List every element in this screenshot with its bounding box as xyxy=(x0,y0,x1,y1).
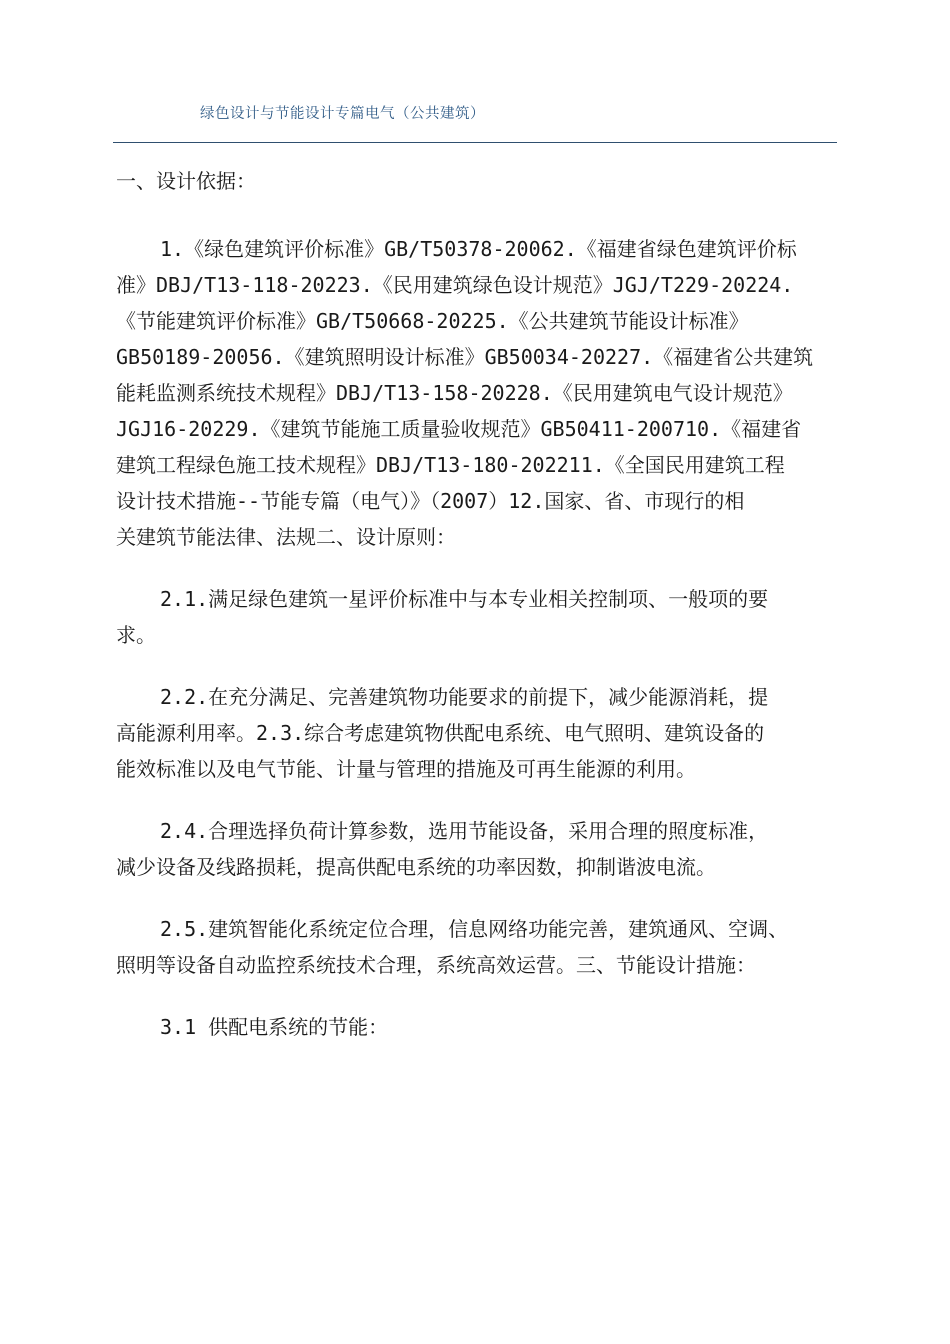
paragraph-line: GB50189-20056.《建筑照明设计标准》GB50034-20227.《福建省公共建筑 xyxy=(116,345,814,369)
header-divider xyxy=(113,142,837,143)
paragraph-line: 1.《绿色建筑评价标准》GB/T50378-20062.《福建省绿色建筑评价标 xyxy=(160,237,797,261)
paragraph-line: 减少设备及线路损耗，提高供配电系统的功率因数，抑制谐波电流。 xyxy=(116,855,716,879)
paragraph-line: 建筑工程绿色施工技术规程》DBJ/T13-180-202211.《全国民用建筑工程 xyxy=(116,453,785,477)
paragraph-line: 2.4.合理选择负荷计算参数，选用节能设备，采用合理的照度标准， xyxy=(160,819,769,843)
paragraph-line: 能效标准以及电气节能、计量与管理的措施及可再生能源的利用。 xyxy=(116,757,696,781)
measure-3-1-paragraph xyxy=(116,1009,836,1045)
paragraph-line: 关建筑节能法律、法规二、设计原则： xyxy=(116,525,456,549)
principle-2-4-paragraph xyxy=(116,813,836,885)
paragraph-line: 准》DBJ/T13-118-20223.《民用建筑绿色设计规范》JGJ/T229-20224. xyxy=(116,273,794,297)
paragraph-line: 高能源利用率。2.3.综合考虑建筑物供配电系统、电气照明、建筑设备的 xyxy=(116,721,765,745)
section-heading-design-basis: 一、设计依据： xyxy=(116,169,256,193)
principle-2-2-paragraph xyxy=(116,679,836,787)
paragraph-line: 设计技术措施--节能专篇（电气）》（2007）12.国家、省、市现行的相 xyxy=(116,489,745,513)
section-subheading-power-supply: 3.1 供配电系统的节能： xyxy=(160,1015,389,1039)
paragraph-line: 2.1.满足绿色建筑一星评价标准中与本专业相关控制项、一般项的要 xyxy=(160,587,769,611)
paragraph-line: 2.2.在充分满足、完善建筑物功能要求的前提下，减少能源消耗，提 xyxy=(160,685,769,709)
paragraph-line: JGJ16-20229.《建筑节能施工质量验收规范》GB50411-200710.《福建省 xyxy=(116,417,802,441)
paragraph-line: 2.5.建筑智能化系统定位合理，信息网络功能完善，建筑通风、空调、 xyxy=(160,917,789,941)
paragraph-line: 求。 xyxy=(116,623,156,647)
paragraph-line: 能耗监测系统技术规程》DBJ/T13-158-20228.《民用建筑电气设计规范》 xyxy=(116,381,793,405)
paragraph-line: 《节能建筑评价标准》GB/T50668-20225.《公共建筑节能设计标准》 xyxy=(116,309,749,333)
page-header-title: 绿色设计与节能设计专篇电气（公共建筑） xyxy=(200,106,485,122)
principle-2-1-paragraph xyxy=(116,581,836,653)
document-body xyxy=(116,167,836,1045)
principle-2-5-paragraph xyxy=(116,911,836,983)
paragraph-line: 照明等设备自动监控系统技术合理，系统高效运营。三、节能设计措施： xyxy=(116,953,756,977)
design-basis-paragraph xyxy=(116,231,836,555)
